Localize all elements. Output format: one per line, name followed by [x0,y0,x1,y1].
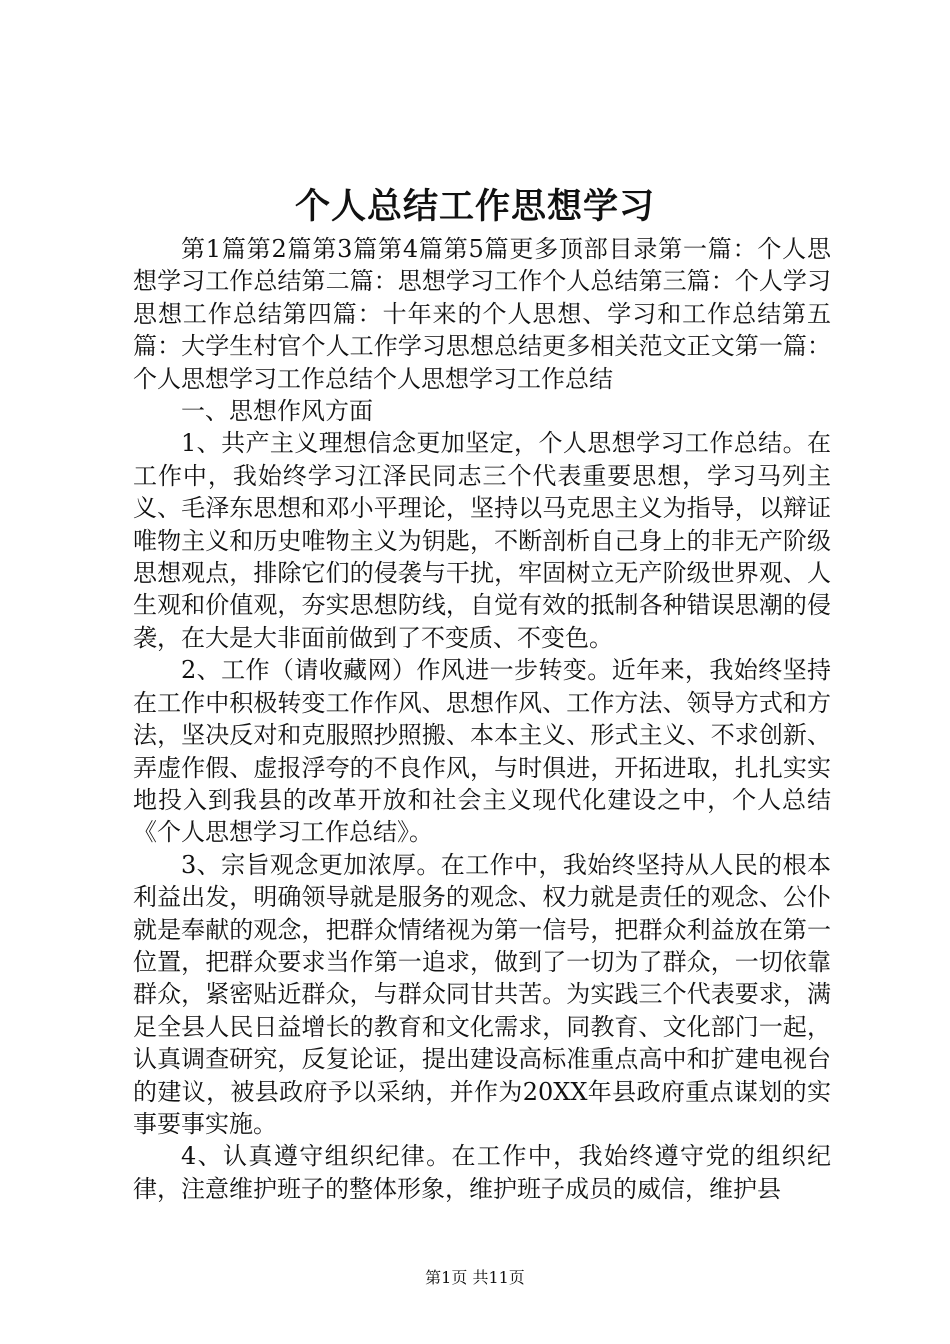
paragraph-item-2: 2、工作（请收藏网）作风进一步转变。近年来，我始终坚持在工作中积极转变工作作风、思想作风、工作方法、领导方式和方法，坚决反对和克服照抄照搬、本本主义、形式主义、不求创新、弄虚作假、虚报浮夸的不良作风，与时俱进，开拓进取，扎扎实实地投入到我县的改革开放和社会主义现代化建设之中，个人总结《个人思想学习工作总结》。 [133,656,831,847]
paragraph-item-4: 4、认真遵守组织纪律。在工作中，我始终遵守党的组织纪律，注意维护班子的整体形象，维护班子成员的威信，维护县 [133,1142,831,1203]
paragraph-item-3: 3、宗旨观念更加浓厚。在工作中，我始终坚持从人民的根本利益出发，明确领导就是服务的观念、权力就是责任的观念、公仆就是奉献的观念，把群众情绪视为第一信号，把群众利益放在第一位置，把群众要求当作第一追求，做到了一切为了群众，一切依靠群众，紧密贴近群众，与群众同甘共苦。为实践三个代表要求，满足全县人民日益增长的教育和文化需求，同教育、文化部门一起，认真调查研究，反复论证，提出建设高标准重点高中和扩建电视台的建议，被县政府予以采纳，并作为20XX年县政府重点谋划的实事要事实施。 [133,850,831,1138]
paragraph-section-heading: 一、思想作风方面 [181,397,373,426]
page-number-footer: 第1页 共11页 [425,1268,525,1287]
paragraph-toc: 第1篇第2篇第3篇第4篇第5篇更多顶部目录第一篇：个人思想学习工作总结第二篇：思想学习工作个人总结第三篇：个人学习思想工作总结第四篇：十年来的个人思想、学习和工作总结第五篇：大学生村官个人工作学习思想总结更多相关范文正文第一篇：个人思想学习工作总结个人思想学习工作总结 [133,235,831,393]
document-title: 个人总结工作思想学习 [294,186,655,227]
paragraph-item-1: 1、共产主义理想信念更加坚定，个人思想学习工作总结。在工作中，我始终学习江泽民同志三个代表重要思想，学习马列主义、毛泽东思想和邓小平理论，坚持以马克思主义为指导，以辩证唯物主义和历史唯物主义为钥匙，不断剖析自己身上的非无产阶级思想观点，排除它们的侵袭与干扰，牢固树立无产阶级世界观、人生观和价值观，夯实思想防线，自觉有效的抵制各种错误思潮的侵袭，在大是大非面前做到了不变质、不变色。 [133,429,831,652]
document-body [133,233,831,1205]
